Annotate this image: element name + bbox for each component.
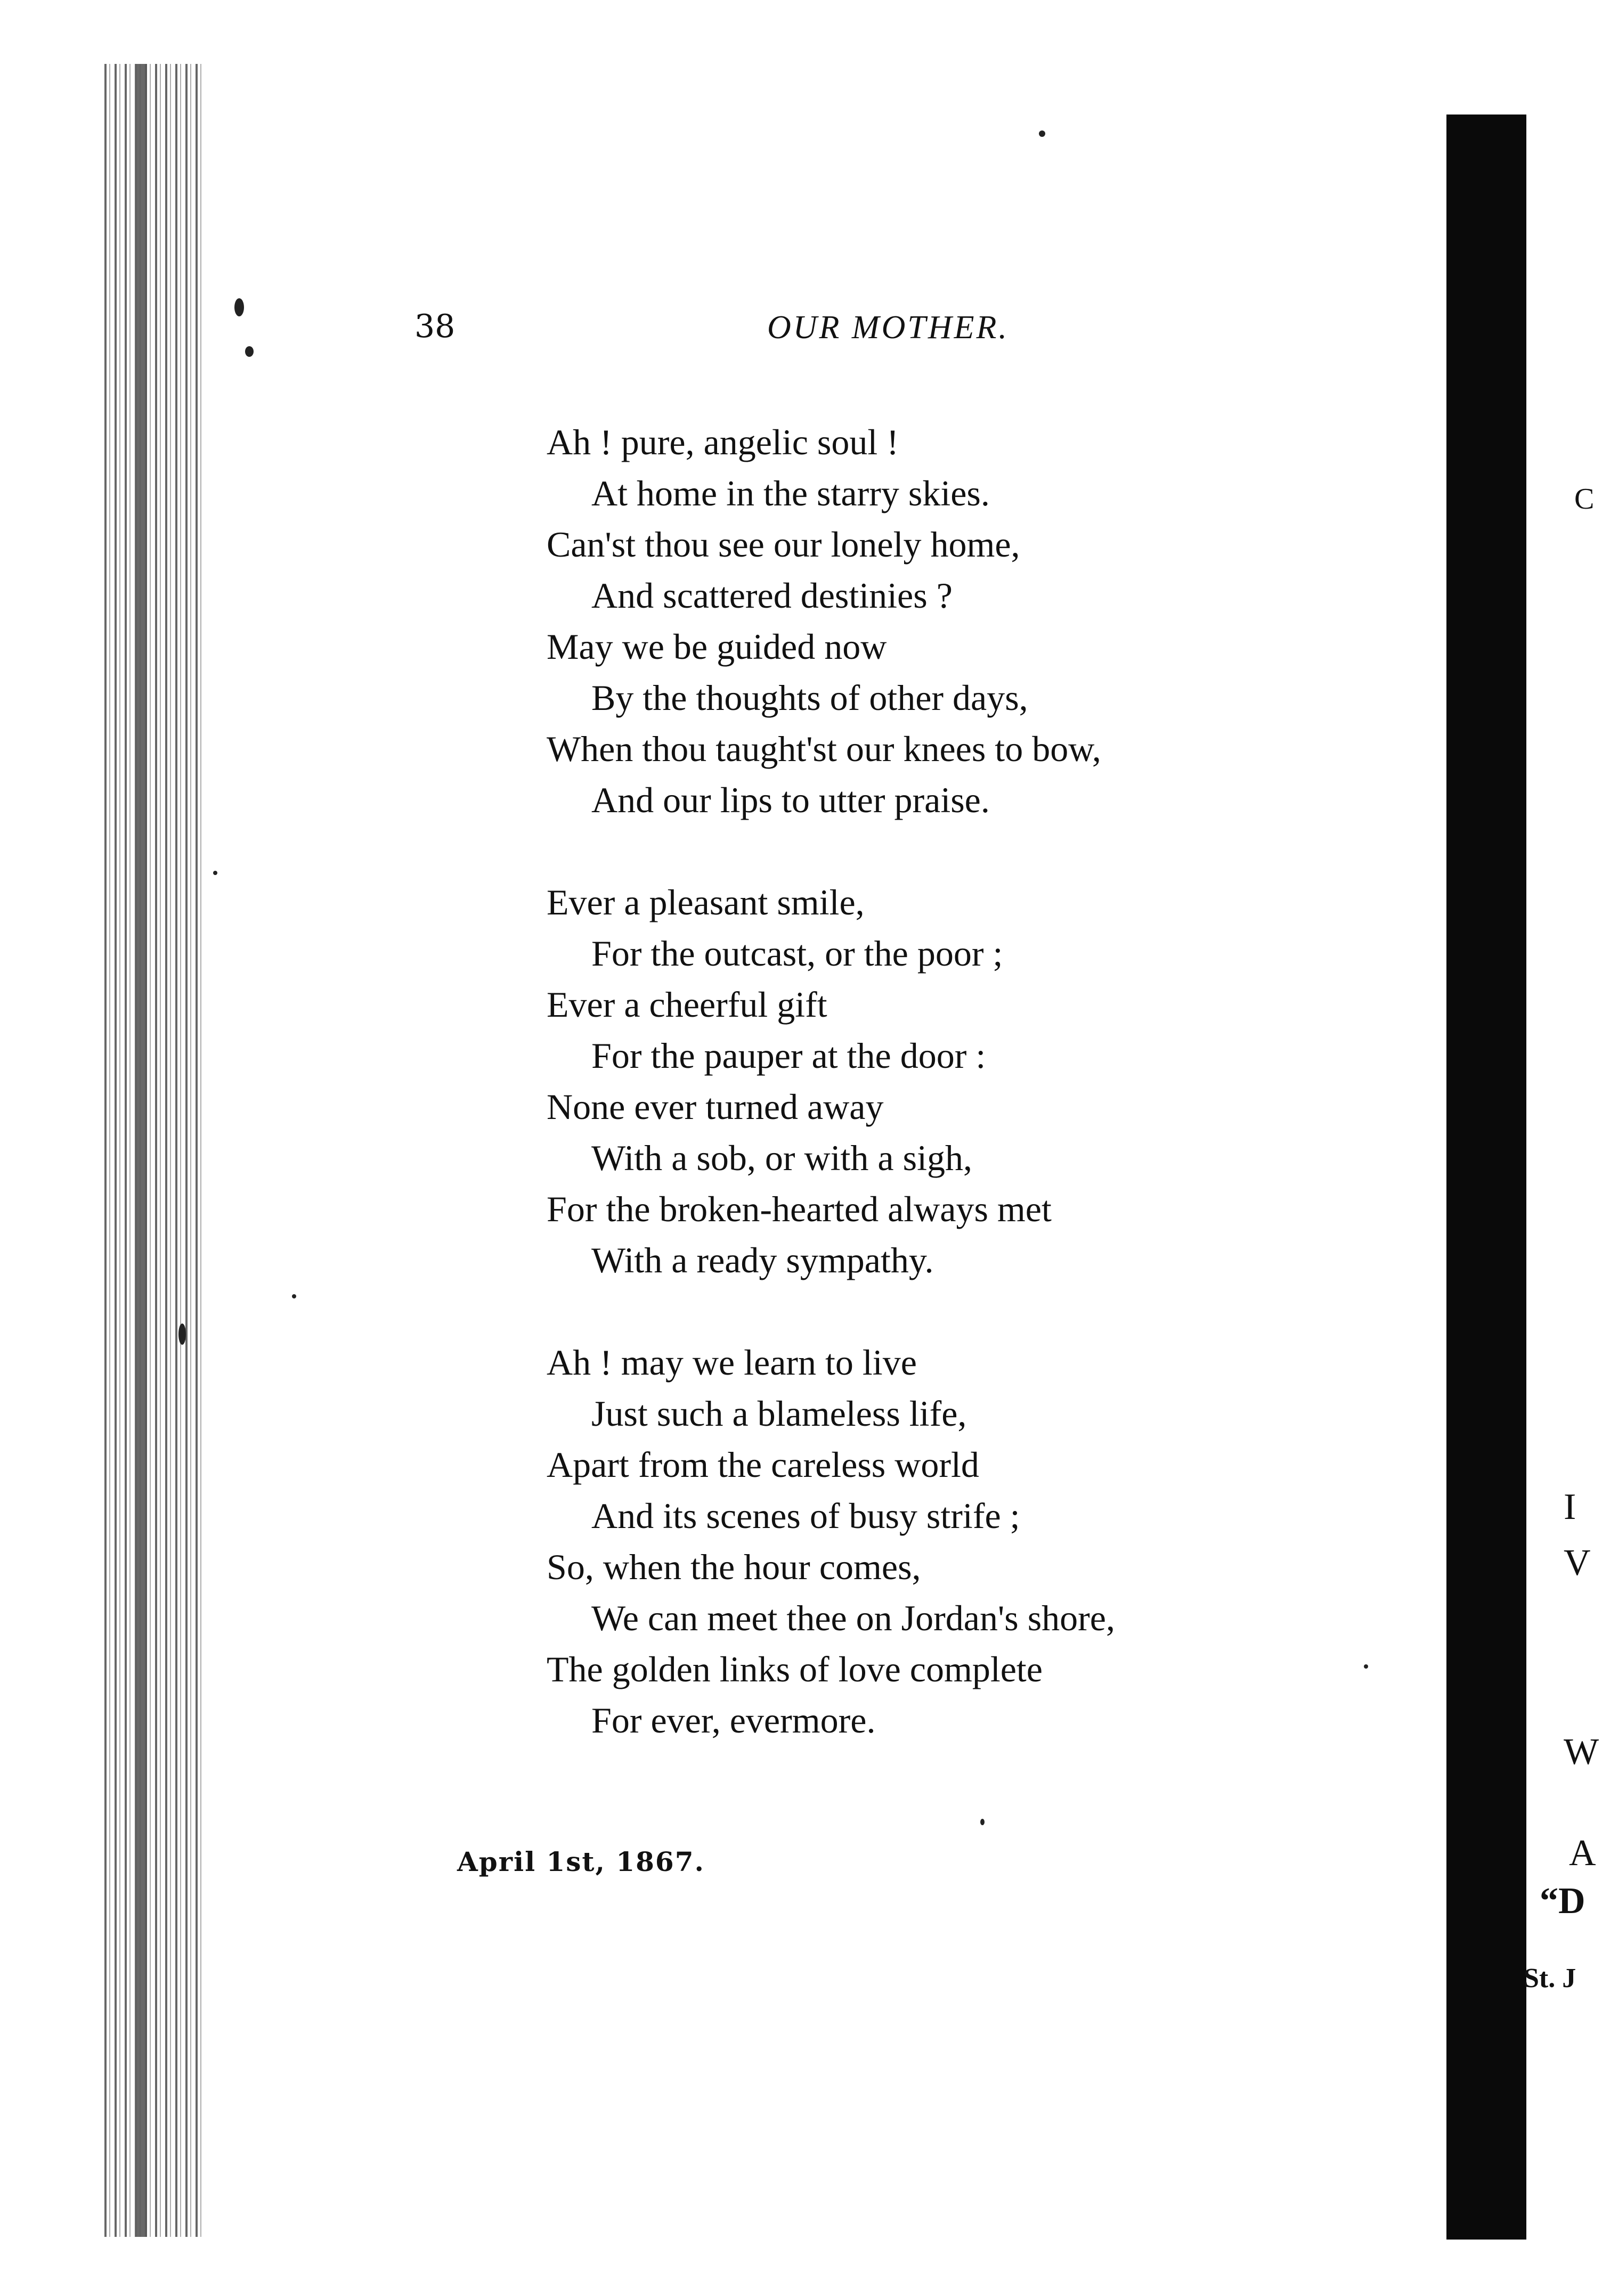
poem-line: Ever a pleasant smile, (547, 882, 865, 922)
poem-line: We can meet thee on Jordan's shore, (591, 1598, 1115, 1638)
poem-line: Ever a cheerful gift (547, 984, 827, 1025)
poem-line: Ah ! pure, angelic soul ! (547, 422, 899, 462)
scan-speck (213, 871, 217, 875)
poem-line: With a ready sympathy. (591, 1240, 934, 1280)
poem-line: For ever, evermore. (591, 1700, 876, 1741)
scan-binding-edge (104, 64, 206, 2237)
facing-page-fragment: “D (1540, 1881, 1585, 1922)
scan-speck (234, 298, 244, 316)
scan-speck (292, 1294, 296, 1298)
poem-line: None ever turned away (547, 1086, 884, 1127)
poem-line: And its scenes of busy strife ; (591, 1496, 1020, 1536)
poem-line: When thou taught'st our knees to bow, (547, 729, 1101, 769)
facing-page-fragment: I (1564, 1486, 1576, 1527)
poem-line: Ah ! may we learn to live (547, 1342, 917, 1383)
poem-line: By the thoughts of other days, (591, 677, 1028, 718)
facing-page-fragment: St. J (1524, 1963, 1576, 1993)
running-head-title: OUR MOTHER. (767, 309, 1009, 346)
stanza-2 (547, 877, 1292, 1286)
poem-line: Apart from the careless world (547, 1444, 979, 1485)
poem-line: Just such a blameless life, (591, 1393, 967, 1434)
poem-line: The golden links of love complete (547, 1649, 1043, 1689)
poem-line: So, when the hour comes, (547, 1547, 921, 1587)
poem (547, 416, 1292, 1746)
poem-line: And scattered destinies ? (591, 575, 953, 616)
poem-date: April 1st, 1867. (457, 1846, 705, 1877)
facing-page-fragment: W (1564, 1731, 1599, 1772)
scan-speck (245, 346, 254, 357)
facing-page-fragment: C (1574, 483, 1595, 516)
poem-line: For the outcast, or the poor ; (591, 933, 1003, 974)
book-spine-shadow (1446, 115, 1526, 2240)
poem-line: For the pauper at the door : (591, 1035, 986, 1076)
page-number: 38 (414, 308, 456, 345)
poem-line: And our lips to utter praise. (591, 780, 990, 820)
facing-page-fragment: A (1569, 1833, 1596, 1874)
scan-speck (178, 1323, 186, 1345)
stanza-1 (547, 416, 1292, 826)
poem-line: At home in the starry skies. (591, 473, 990, 513)
scan-speck (1364, 1664, 1368, 1669)
poem-line: May we be guided now (547, 626, 887, 667)
scan-speck (980, 1819, 985, 1825)
stanza-3 (547, 1337, 1292, 1746)
poem-line: With a sob, or with a sigh, (591, 1138, 972, 1178)
poem-line: For the broken-hearted always met (547, 1189, 1052, 1229)
facing-page-fragment: V (1564, 1542, 1591, 1583)
scan-speck (1039, 130, 1045, 137)
poem-line: Can'st thou see our lonely home, (547, 524, 1020, 565)
